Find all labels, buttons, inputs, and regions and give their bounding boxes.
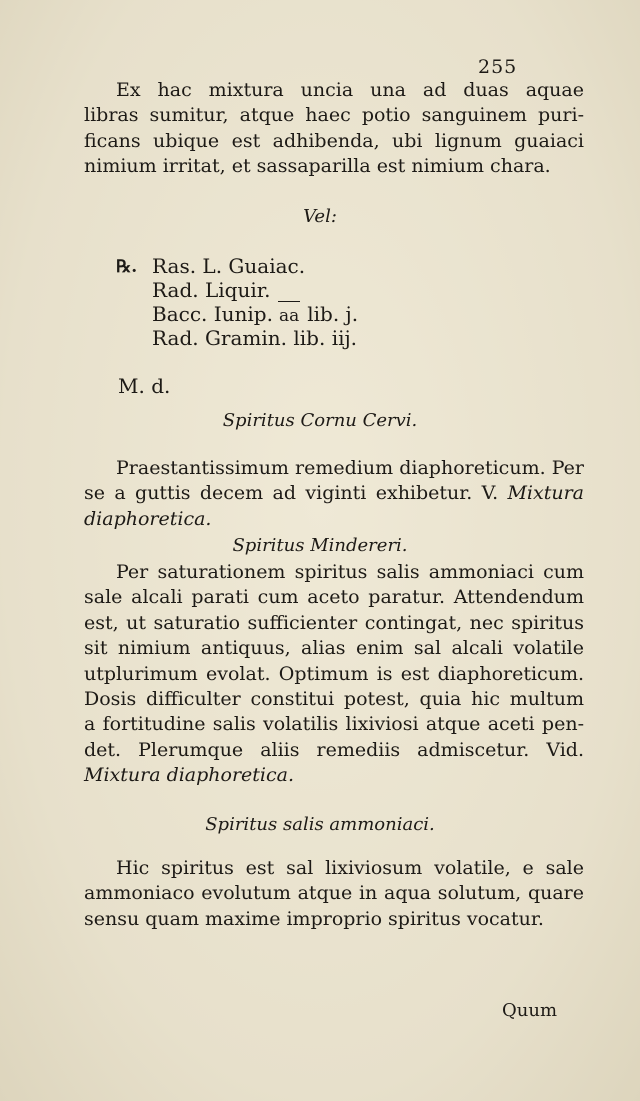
text-line: sit nimium antiquus, alias enim sal alcali volatile bbox=[84, 637, 584, 660]
recipe-line: Rad. Liquir. bbox=[152, 278, 271, 302]
text-line: nimium irritat, et sassaparilla est nimium chara. bbox=[84, 155, 551, 178]
text-line: libras sumitur, atque haec potio sanguinem puri- bbox=[84, 104, 584, 127]
text-line: a fortitudine salis volatilis lixiviosi atque aceti pen- bbox=[84, 713, 584, 736]
heading-salis-ammoniaci: Spiritus salis ammoniaci. bbox=[205, 814, 435, 835]
text-line: Per saturationem spiritus salis ammoniaci cum bbox=[116, 561, 584, 583]
text-line: sensu quam maxime improprio spiritus vocatur. bbox=[84, 907, 544, 930]
recipe-line: Bacc. Iunip. bbox=[152, 302, 273, 326]
paragraph-mindereri bbox=[84, 560, 584, 789]
recipe-quantity: lib. j. bbox=[307, 302, 359, 326]
cross-reference: Mixtura bbox=[507, 482, 584, 505]
text-line: est, ut saturatio sufficienter contingat, nec spiritus bbox=[84, 611, 584, 634]
text-line: det. Plerumque aliis remediis admiscetur. Vid. bbox=[84, 738, 584, 761]
text-line: se a guttis decem ad viginti exhibetur. V. Mixtura bbox=[84, 482, 584, 505]
catchword: Quum bbox=[502, 1000, 558, 1021]
text-line: Dosis difficulter constitui potest, quia hic multum bbox=[84, 688, 584, 711]
heading-vel: Vel: bbox=[303, 206, 337, 227]
paragraph-mixtura bbox=[84, 78, 584, 180]
text-line: Mixtura diaphoretica. bbox=[84, 764, 295, 787]
text-line: Praestantissimum remedium diaphoreticum. Per bbox=[116, 457, 584, 479]
text-line: Hic spiritus est sal lixiviosum volatile, e sale bbox=[116, 857, 584, 879]
text-line: diaphoretica. bbox=[84, 507, 212, 530]
recipe-line: Ras. L. Guaiac. bbox=[152, 254, 306, 278]
text-line: ammoniaco evolutum atque in aqua solutum, quare bbox=[84, 882, 584, 905]
heading-cornu-cervi: Spiritus Cornu Cervi. bbox=[222, 410, 418, 431]
recipe-symbol: ℞. bbox=[116, 257, 138, 277]
recipe-block bbox=[116, 254, 359, 350]
text-line: Ex hac mixtura uncia una ad duas aquae bbox=[116, 79, 584, 101]
paragraph-salis-ammoniaci bbox=[84, 856, 584, 932]
paragraph-cornu-cervi bbox=[84, 456, 584, 532]
recipe-line: Rad. Gramin. lib. iij. bbox=[152, 326, 358, 350]
heading-mindereri: Spiritus Mindereri. bbox=[232, 535, 408, 556]
text-line: sale alcali parati cum aceto paratur. Attendendum bbox=[84, 586, 584, 609]
recipe-misce: M. d. bbox=[118, 374, 171, 398]
text-line: ficans ubique est adhibenda, ubi lignum guaiaci bbox=[84, 129, 584, 152]
text-line: utplurimum evolat. Optimum is est diaphoreticum. bbox=[84, 662, 584, 685]
page-number: 255 bbox=[478, 56, 518, 78]
ana-mark: aa bbox=[278, 306, 300, 326]
